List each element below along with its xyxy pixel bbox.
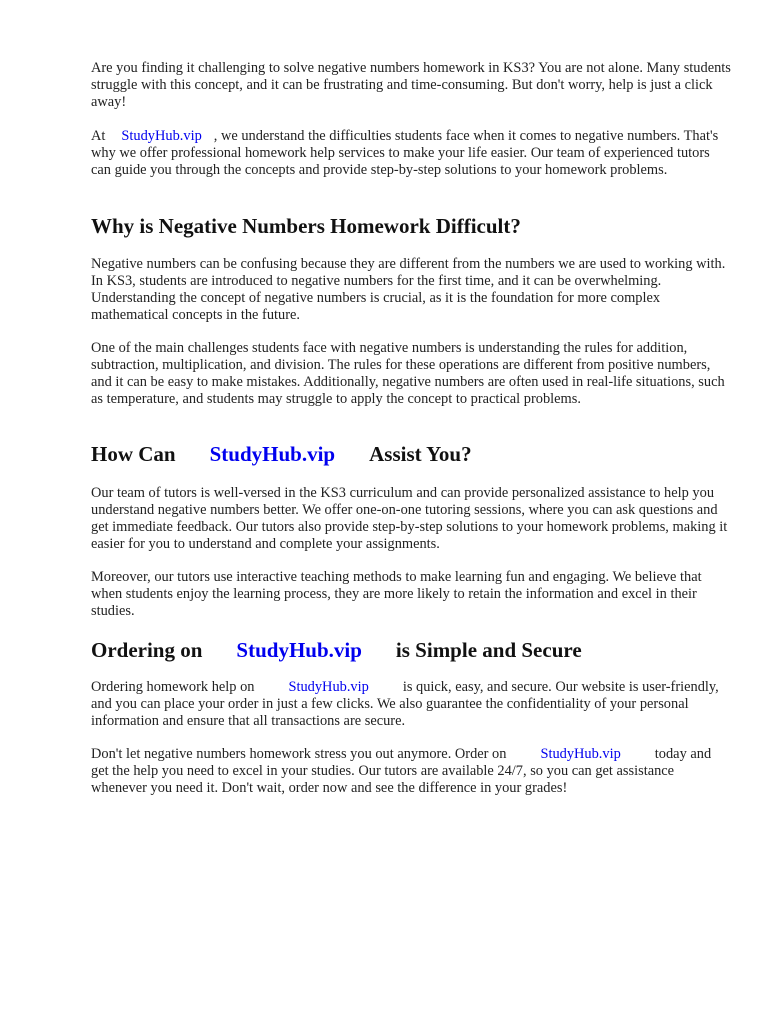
closing-paragraph	[91, 746, 731, 797]
heading-how-assist-end: Assist You?	[369, 442, 472, 466]
heading-ordering	[91, 637, 582, 663]
tutors-paragraph: Our team of tutors is well-versed in the KS3 curriculum and can provide personalized assistance to help you understand negative numbers better. We offer one-on-one tutoring sessions, where you can ask questions and get immediate feedback. Our tutors also provide step-by-step solutions to your homework problems, making it easier for you to understand and complete your assignments.	[91, 485, 728, 552]
difficulty-paragraph-2: One of the main challenges students face with negative numbers is understanding the rules for addition, subtraction, multiplication, and division. The rules for these operations are different from positive numbers, and it can be easy to make mistakes. Additionally, negative numbers are often used in real-life situations, such as temperature, and students may struggle to apply the concept to practical problems.	[91, 340, 725, 407]
difficulty-paragraph-1: Negative numbers can be confusing because they are different from the numbers we are used to working with. In KS3, students are introduced to negative numbers for the first time, and it can be overwhelming. Understanding the concept of negative numbers is crucial, as it is the foundation for more complex mathematical concepts in the future.	[91, 256, 726, 323]
about-text-start: At	[91, 128, 106, 144]
heading-why-difficult: Why is Negative Numbers Homework Difficult?	[91, 214, 521, 238]
intro-paragraph: Are you finding it challenging to solve negative numbers homework in KS3? You are not alone. Many students struggle with this concept, and it can be frustrating and time-consuming. But don't worry, help is just a click away!	[91, 60, 731, 110]
heading-how-assist-start: How Can	[91, 442, 176, 466]
about-text-end: , we understand the difficulties students face when it comes to negative numbers. That's why we offer professional homework help services to make your life easier. Our team of experienced tutors can guide you through the concepts and provide step-by-step solutions to your homework problems.	[91, 128, 719, 178]
closing-text-end: today and get the help you need to excel in your studies. Our tutors are available 24/7, so you can get assistance whenever you need it. Don't wait, order now and see the difference in your grades!	[91, 746, 712, 796]
studyhub-link-closing[interactable]: StudyHub.vip	[540, 746, 621, 762]
studyhub-link-heading-ordering[interactable]: StudyHub.vip	[236, 638, 362, 662]
methods-paragraph: Moreover, our tutors use interactive teaching methods to make learning fun and engaging. We believe that when students enjoy the learning process, they are more likely to retain the information and excel in their studies.	[91, 569, 702, 619]
heading-ordering-start: Ordering on	[91, 638, 203, 662]
about-paragraph	[91, 128, 731, 179]
ordering-text-start: Ordering homework help on	[91, 679, 255, 695]
studyhub-link-about[interactable]: StudyHub.vip	[121, 128, 202, 144]
ordering-paragraph	[91, 679, 731, 730]
studyhub-link-ordering[interactable]: StudyHub.vip	[288, 679, 369, 695]
ordering-text-end: is quick, easy, and secure. Our website is user-friendly, and you can place your order in just a few clicks. We also guarantee the confidentiality of your personal information and ensure that all transactions are secure.	[91, 679, 719, 729]
heading-how-assist	[91, 441, 472, 467]
studyhub-link-heading-assist[interactable]: StudyHub.vip	[209, 442, 336, 466]
closing-text-start: Don't let negative numbers homework stress you out anymore. Order on	[91, 746, 507, 762]
heading-ordering-end: is Simple and Secure	[395, 638, 582, 662]
